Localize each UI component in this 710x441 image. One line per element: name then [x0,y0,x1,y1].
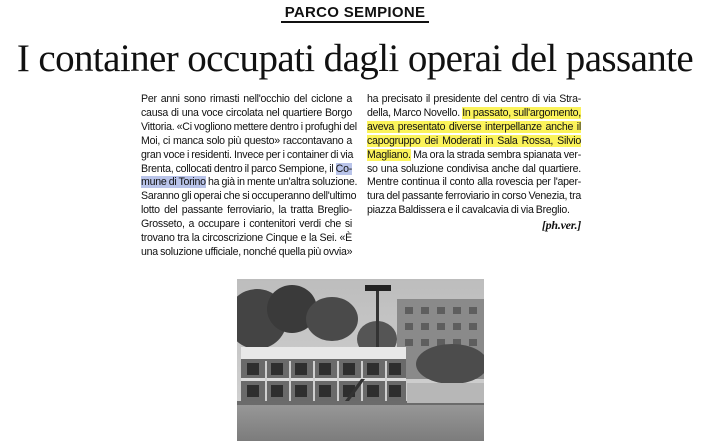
text-line [141,176,358,190]
highlight-yellow: aveva presentato diverse interpellanze anche il [367,120,581,133]
container-photo [237,279,484,441]
text-line: so una soluzione condivisa anche dal quartiere. [367,162,581,175]
text-line [367,121,581,135]
text-line: Grosseto, a occupare i contenitori verdi che si [141,218,352,231]
author-signature: [ph.ver.] [541,218,581,233]
article-photo [237,279,484,441]
text-line [367,107,581,121]
text-line: una soluzione ufficiale, nonché quella più ovvia» [141,245,353,258]
article-column-right [367,93,581,233]
text-line [141,163,352,177]
text-line: lotto del passante ferroviario, la tratta Breglio- [141,204,352,217]
section-kicker [0,4,710,21]
text-line: Mentre continua il conto alla rovescia per l'aper- [367,176,581,189]
text-fragment: Brenta, collocati dentro il parco Sempione, il [141,162,336,175]
text-line: gran voce i residenti. Invece per i container di via [141,148,354,161]
text-line [367,149,581,163]
text-fragment: Ma ora la strada sembra spianata ver- [410,148,581,161]
text-line: Vittoria. «Ci vogliono mettere dentro i profughi del [141,120,357,133]
kicker-text: PARCO SEMPIONE [281,4,430,23]
text-line: trovano tra la circoscrizione Cinque e la Sei. «È [141,232,352,245]
article-column-left [141,93,358,260]
text-line: piazza Baldissera e il cavalcavia di via Breglio. [367,204,570,217]
text-line [367,135,581,149]
text-line: Moi, ci manca solo più questo» raccontavano a [141,134,352,147]
text-line: Saranno gli operai che si occuperanno dell'ultimo [141,190,357,203]
article-headline: I container occupati dagli operai del passante [16,37,694,80]
text-fragment: della, Marco Novello. [367,106,463,119]
text-line: causa di una voce circolata nel quartiere Borgo [141,106,352,119]
highlight-yellow: capogruppo dei Moderati in Sala Rossa, Silvio [367,134,581,147]
highlight-yellow: Magliano. [367,148,411,161]
text-line: Per anni sono rimasti nell'occhio del ciclone a [141,93,352,105]
highlight-blue: Co- [335,162,352,175]
highlight-blue: mune di Torino [141,176,206,189]
text-line: ha precisato il presidente del centro di via Stra- [367,93,581,105]
text-fragment: ha già in mente un'altra soluzione. [205,176,358,189]
highlight-yellow: In passato, sull'argomento, [462,106,581,119]
text-line: tura del passante ferroviario in corso Venezia, tra [367,190,581,203]
